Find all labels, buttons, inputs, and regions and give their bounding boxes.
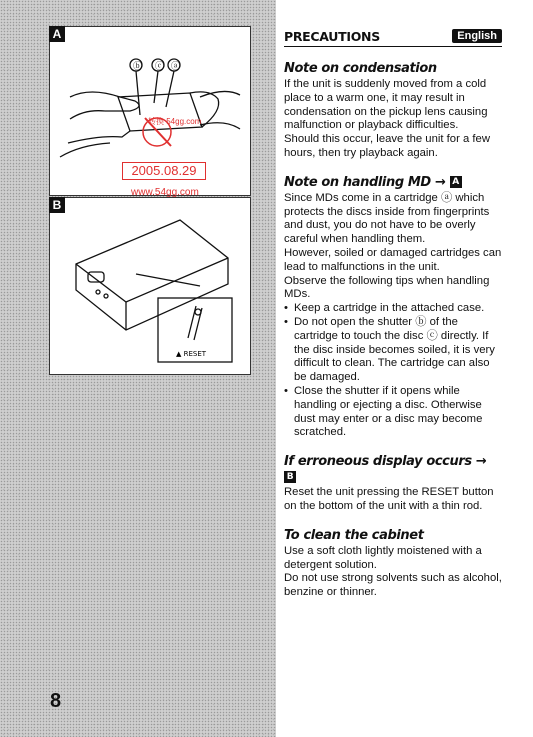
section-erroneous-display — [284, 454, 502, 514]
language-badge: English — [452, 29, 502, 43]
page-title: PRECAUTIONS — [284, 28, 380, 44]
paragraph: Reset the unit pressing the RESET button on the bottom of the unit with a thin rod. — [284, 486, 494, 512]
section-heading — [284, 454, 502, 484]
paragraph: If the unit is suddenly moved from a cold place to a warm one, it may result in condensation on the pickup lens causing malfunction or playback difficulties. — [284, 78, 488, 132]
figure-ref: B — [284, 471, 296, 483]
figure-b-label: B — [49, 197, 65, 213]
md-player-reset-illustration — [50, 198, 250, 374]
watermark-url: www.54gg.com — [131, 187, 199, 198]
callout-c: ⓒ — [155, 62, 165, 72]
watermark-top-text: 转换 54gg.com — [148, 117, 202, 126]
figure-a-label: A — [49, 26, 65, 42]
figure-b — [49, 197, 251, 375]
paragraph: Since MDs come in a cartridge ⓐ which protects the discs inside from fingerprints and dust, you do not have to be overly careful when handling them. — [284, 191, 490, 246]
figure-ref: A — [450, 176, 462, 188]
page-number: 8 — [50, 690, 62, 712]
paragraph: Should this occur, leave the unit for a few hours, then try playback again. — [284, 133, 490, 159]
paragraph: Use a soft cloth lightly moistened with a detergent solution. — [284, 544, 482, 571]
paragraph: However, soiled or damaged cartridges can lead to malfunctions in the unit. — [284, 246, 502, 273]
section-handling-md — [284, 175, 502, 440]
section-heading-text: Note on handling MD — [284, 174, 431, 190]
section-heading: To clean the cabinet — [284, 527, 424, 543]
callout-a: ⓐ — [171, 62, 181, 72]
list-item: • Close the shutter if it opens while handling or ejecting a disc. Otherwise dust may enter or a disc may become scratched. — [284, 385, 502, 440]
list-item: • Do not open the shutter ⓑ of the cartridge to touch the disc ⓒ directly. If the disc inside becomes soiled, it is very difficult to clean. The cartridge can also be damaged. — [284, 316, 502, 385]
reset-label: ▲ RESET — [176, 350, 207, 358]
section-heading: Note on condensation — [284, 61, 437, 76]
tips-list — [284, 302, 502, 440]
arrow-icon: → — [475, 454, 487, 470]
watermark-date: 2005.08.29 — [122, 162, 206, 180]
text-column — [284, 26, 502, 600]
section-heading-text: If erroneous display occurs — [284, 454, 472, 470]
arrow-icon: → — [434, 174, 446, 190]
paragraph: Observe the following tips when handling MDs. — [284, 274, 490, 301]
section-heading — [284, 175, 502, 190]
paragraph: Do not use strong solvents such as alcohol, benzine or thinner. — [284, 572, 502, 599]
callout-b: ⓑ — [133, 62, 143, 72]
section-clean-cabinet — [284, 528, 502, 600]
page-header — [284, 26, 502, 47]
list-item: • Keep a cartridge in the attached case. — [284, 302, 502, 316]
section-condensation — [284, 61, 502, 161]
